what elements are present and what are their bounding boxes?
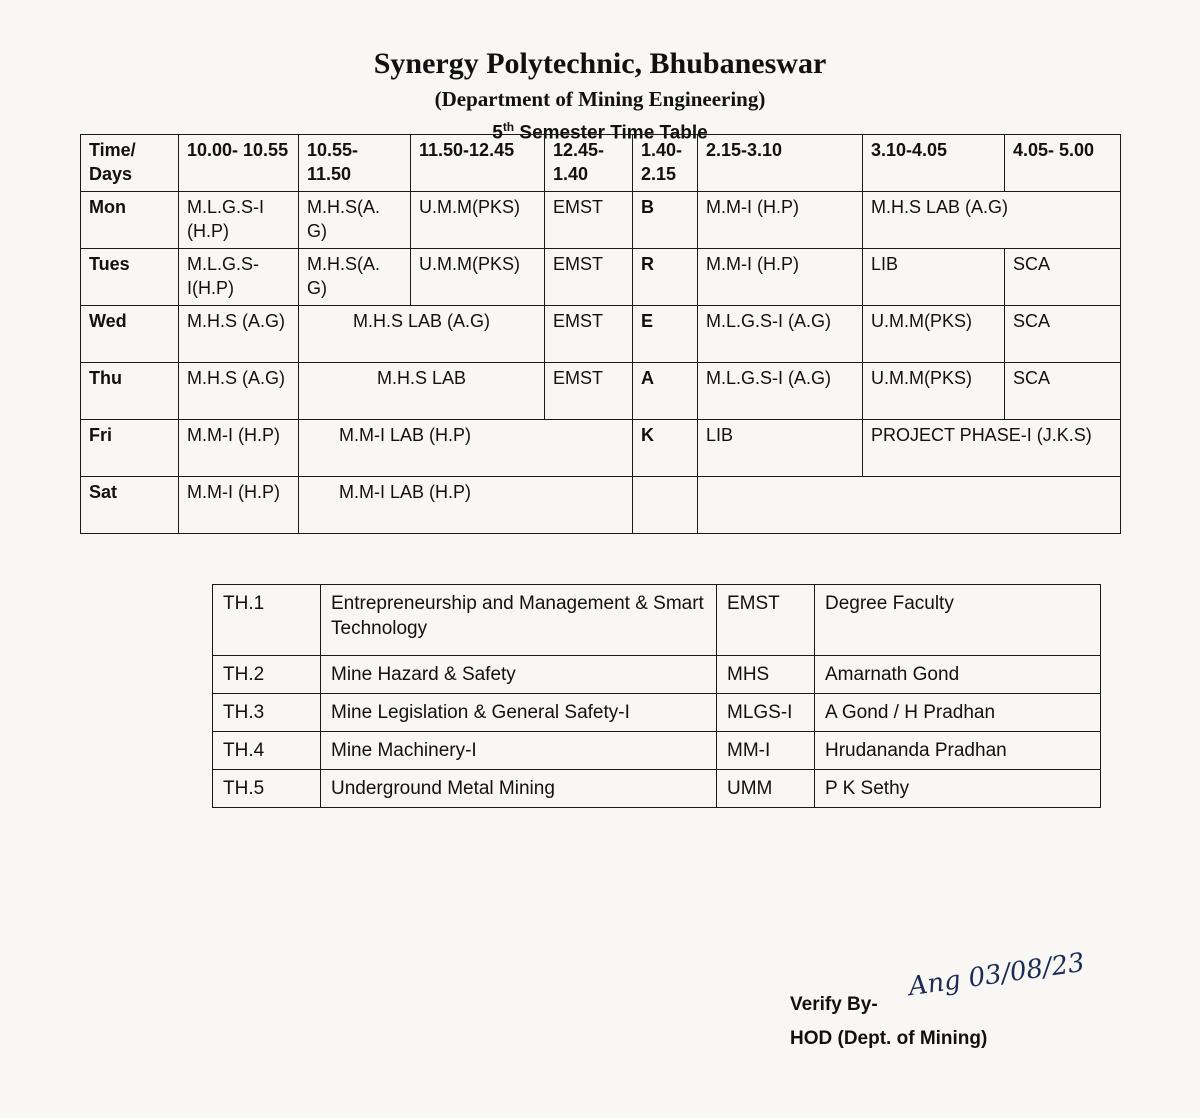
subject-faculty: Degree Faculty: [815, 585, 1101, 656]
subject-abbr: MM-I: [717, 732, 815, 770]
timetable-row-fri: [81, 420, 1121, 477]
empty-cell: [698, 477, 1121, 534]
subject-faculty: Amarnath Gond: [815, 656, 1101, 694]
subject-code: TH.3: [213, 694, 321, 732]
subject-name: Underground Metal Mining: [321, 770, 717, 808]
project-cell: PROJECT PHASE-I (J.K.S): [863, 420, 1121, 477]
day-label: Tues: [81, 249, 179, 306]
department-subtitle: (Department of Mining Engineering): [434, 87, 766, 111]
period-cell: U.M.M(PKS): [863, 363, 1005, 420]
period-cell: EMST: [545, 249, 633, 306]
day-label: Mon: [81, 192, 179, 249]
institution-title: Synergy Polytechnic, Bhubaneswar: [373, 47, 827, 80]
day-label: Wed: [81, 306, 179, 363]
timetable-row-thu: [81, 363, 1121, 420]
lab-cell: M.M-I LAB (H.P): [299, 477, 633, 534]
period-cell: M.H.S (A.G): [179, 363, 299, 420]
period-cell: M.M-I (H.P): [179, 420, 299, 477]
period-cell: M.M-I (H.P): [179, 477, 299, 534]
period-cell: M.H.S (A.G): [179, 306, 299, 363]
header-cell: Time/ Days: [81, 135, 179, 192]
period-cell: M.L.G.S-I (H.P): [179, 192, 299, 249]
period-cell: M.M-I (H.P): [698, 192, 863, 249]
lab-cell: M.H.S LAB: [299, 363, 545, 420]
subject-name: Entrepreneurship and Management & Smart Technology: [321, 585, 717, 656]
timetable: [80, 134, 1121, 534]
timetable-row-mon: [81, 192, 1121, 249]
hod-label: HOD (Dept. of Mining): [790, 1028, 988, 1049]
header-cell: 10.55- 11.50: [299, 135, 411, 192]
subject-name: Mine Legislation & General Safety-I: [321, 694, 717, 732]
semester-text: Semester Time Table: [514, 122, 708, 144]
subject-code: TH.5: [213, 770, 321, 808]
break-cell: B: [633, 192, 698, 249]
subject-abbr: UMM: [717, 770, 815, 808]
break-cell: A: [633, 363, 698, 420]
period-cell: EMST: [545, 192, 633, 249]
header-cell: 12.45- 1.40: [545, 135, 633, 192]
day-label: Fri: [81, 420, 179, 477]
semester-number: 5: [492, 122, 503, 144]
period-cell: M.M-I (H.P): [698, 249, 863, 306]
subject-row: [213, 732, 1101, 770]
subject-table: [212, 584, 1101, 808]
timetable-row-tues: [81, 249, 1121, 306]
period-cell: M.L.G.S-I (A.G): [698, 363, 863, 420]
subject-abbr: MLGS-I: [717, 694, 815, 732]
header-cell: 10.00- 10.55: [179, 135, 299, 192]
period-cell: SCA: [1005, 363, 1121, 420]
day-label: Sat: [81, 477, 179, 534]
period-cell: M.L.G.S-I (A.G): [698, 306, 863, 363]
period-cell: U.M.M(PKS): [863, 306, 1005, 363]
timetable-header-row: [81, 135, 1121, 192]
header-cell: 11.50-12.45: [411, 135, 545, 192]
period-cell: SCA: [1005, 306, 1121, 363]
period-cell: M.L.G.S- I(H.P): [179, 249, 299, 306]
subject-abbr: MHS: [717, 656, 815, 694]
header-cell: 4.05- 5.00: [1005, 135, 1121, 192]
subject-row: [213, 656, 1101, 694]
handwritten-signature: Ang 03/08/23: [906, 947, 1087, 1003]
subject-row: [213, 770, 1101, 808]
subject-faculty: Hrudananda Pradhan: [815, 732, 1101, 770]
period-cell: U.M.M(PKS): [411, 192, 545, 249]
period-cell: U.M.M(PKS): [411, 249, 545, 306]
empty-cell: [633, 477, 698, 534]
period-cell: M.H.S(A. G): [299, 249, 411, 306]
header-cell: 2.15-3.10: [698, 135, 863, 192]
subject-row: [213, 585, 1101, 656]
subject-name: Mine Hazard & Safety: [321, 656, 717, 694]
break-cell: E: [633, 306, 698, 363]
lab-cell: M.H.S LAB (A.G): [299, 306, 545, 363]
subject-code: TH.4: [213, 732, 321, 770]
period-cell: EMST: [545, 363, 633, 420]
lab-cell: M.M-I LAB (H.P): [299, 420, 633, 477]
period-cell: SCA: [1005, 249, 1121, 306]
semester-suffix: th: [502, 120, 515, 134]
break-cell: R: [633, 249, 698, 306]
verification-block: [790, 988, 987, 1056]
subject-code: TH.2: [213, 656, 321, 694]
day-label: Thu: [81, 363, 179, 420]
verify-label: Verify By-: [790, 994, 878, 1015]
subject-faculty: P K Sethy: [815, 770, 1101, 808]
subject-abbr: EMST: [717, 585, 815, 656]
subject-row: [213, 694, 1101, 732]
subject-name: Mine Machinery-I: [321, 732, 717, 770]
subject-code: TH.1: [213, 585, 321, 656]
break-cell: K: [633, 420, 698, 477]
period-cell: EMST: [545, 306, 633, 363]
period-cell: LIB: [863, 249, 1005, 306]
period-cell: M.H.S(A. G): [299, 192, 411, 249]
timetable-row-wed: [81, 306, 1121, 363]
header-cell: 1.40- 2.15: [633, 135, 698, 192]
subject-faculty: A Gond / H Pradhan: [815, 694, 1101, 732]
document-header: [0, 44, 1200, 146]
timetable-row-sat: [81, 477, 1121, 534]
header-cell: 3.10-4.05: [863, 135, 1005, 192]
period-cell: M.H.S LAB (A.G): [863, 192, 1121, 249]
period-cell: LIB: [698, 420, 863, 477]
